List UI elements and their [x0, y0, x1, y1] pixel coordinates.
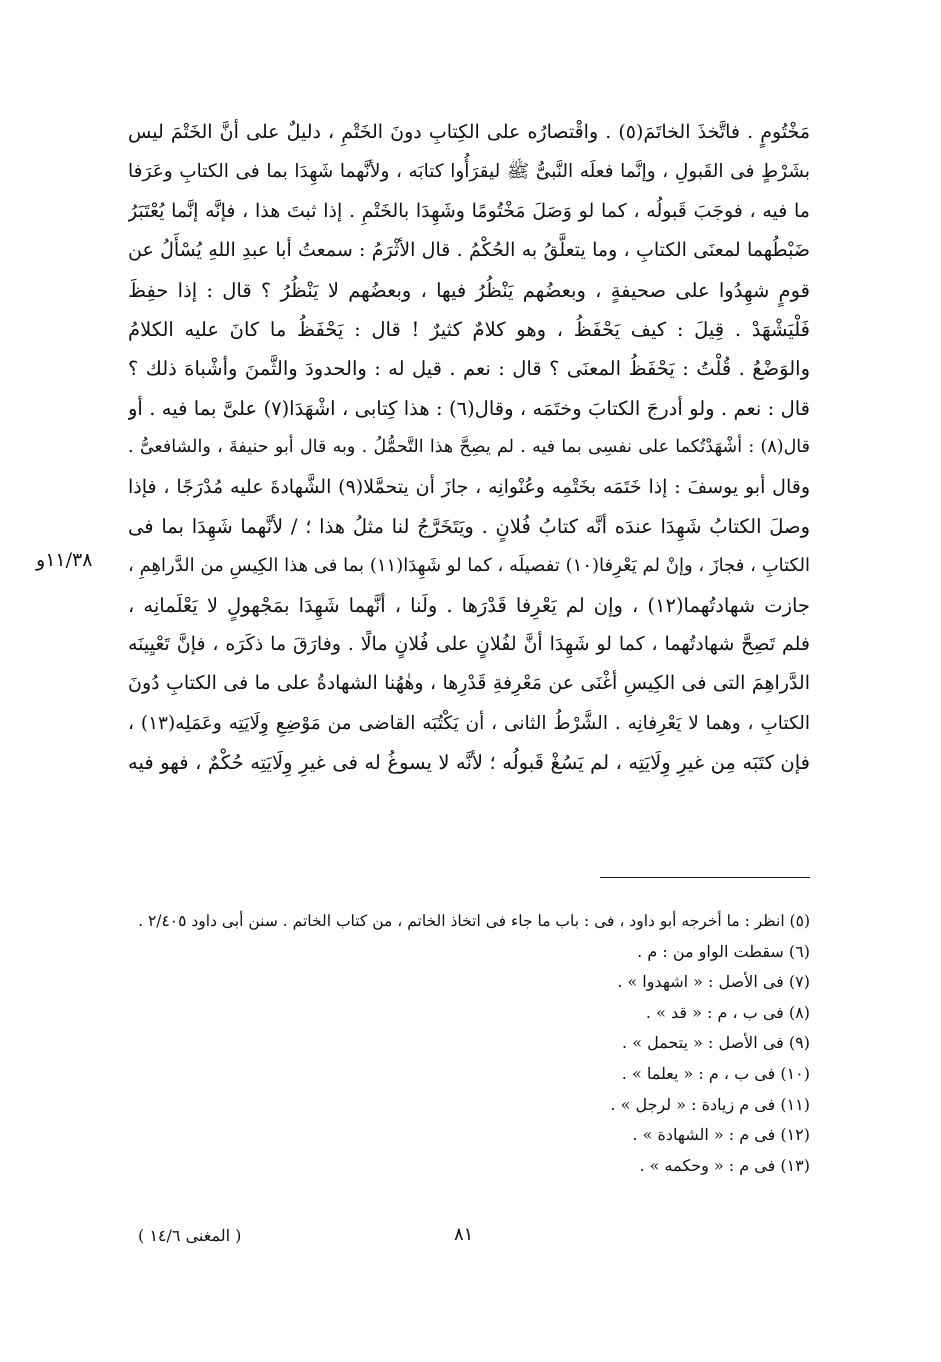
- text-line: وصلَ الكتابُ شَهِدَا عندَه أنَّه كتابُ فُلانٍ . ويَتَخَرَّجُ لنا مثلُ هذا ؛ / لأنَّهما شَهِدَا بما فى: [128, 514, 810, 538]
- text-line: وقال أبو يوسفَ : إذا خَتَمَه بخَتْمِه وعُنْوانِه ، جازَ أن يتحمَّلا(٩) الشَّهادةَ عليه مُدْرَجًا ، فإذا: [128, 475, 810, 498]
- manuscript-folio-note: ١١/٣٨و: [36, 549, 93, 571]
- text-line: الكتابِ ، وهما لا يَعْرِفانِه . الشَّرْطُ الثانى ، أن يَكْتُبَه القاضى من مَوْضِعِ وِلَايَتِه وعَمَلِه(١٣) ،: [128, 712, 810, 734]
- footnote-separator: [600, 877, 810, 878]
- footnote: (٥) انظر : ما أخرجه أبو داود ، فى : باب ما جاء فى اتخاذ الخاتم ، من كتاب الخاتم . سنن أبى داود ٢/٤٠٥ .: [138, 912, 810, 930]
- text-line: فَلْيَشْهَدْ . قِيلَ : كيف يَحْفَظُ ، وهو كلامٌ كثيرٌ ! قال : يَحْفَظُ ما كانَ عليه الكلامُ: [128, 317, 810, 341]
- text-line: بشَرْطٍ فى القَبولِ ، وإنَّما فعلَه النَّبىُّ ﷺ ليقرَأُوا كتابَه ، ولأنَّهما شَهِدَا بما فى الكتابِ وعَرَفا: [128, 161, 810, 183]
- text-line: ضَبْطُهما لمعنَى الكتابِ ، وما يتعلَّقُ به الحُكْمُ . قال الأثْرَمُ : سمعتُ أبا عبدِ اللهِ يُسْأَلُ عن: [128, 239, 810, 262]
- text-line: قومٍ شهِدُوا على صحيفةٍ ، وبعضُهم يَنْظُرُ فيها ، وبعضُهم لا يَنْظُرُ ؟ قال : إذا حفِظَ: [128, 278, 810, 302]
- text-line: قال(٨) : أشْهَدْتُكما على نفسِى بما فيه . لم يصِحَّ هذا التَّحمُّلُ . وبه قال أبو حنيفةَ ، والشافعىُّ .: [128, 437, 810, 458]
- text-line: الكتابِ ، فجازَ ، وإنْ لم يَعْرِفا(١٠) تفصيلَه ، كما لو شَهِدَا(١١) بما فى هذا الكِيسِ من الدَّراهِمِ ،: [128, 555, 810, 577]
- text-line: فإن كتَبَه مِن غيرِ وِلَايَتِه ، لم يَسُغْ قَبولُه ؛ لأنَّه لا يسوغُ له فى غيرِ وِلَايَتِه حُكْمٌ ، فهو فيه: [128, 751, 810, 775]
- main-text-block: [128, 113, 810, 783]
- footnotes-block: [128, 906, 810, 1181]
- text-line: فلم تَصِحَّ شهادتُهما ، كما لو شَهِدَا أنَّ لفُلانٍ على فُلانٍ مالًا . وفارَقَ ما ذكَرَه ، فإنَّ تَعْيِينَه: [128, 633, 810, 656]
- text-line: الدَّراهِمَ التى فى الكِيسِ أغْنَى عن مَعْرِفةِ قَدْرِها ، وهٰهُنا الشهادةُ على ما فى الكتابِ دُونَ: [128, 672, 810, 695]
- footnote: (٩) فى الأصل : « يتحمل » .: [622, 1033, 810, 1053]
- text-line: جازت شهادتُهما(١٢) ، وإن لم يَعْرِفا قَدْرَها . ولَنا ، أنَّهما شَهِدَا بمَجْهولٍ لا يَعْلَمانِه ،: [128, 593, 810, 617]
- page-number: ٨١: [454, 1224, 474, 1245]
- footnote: (٦) سقطت الواو من : م .: [637, 941, 810, 961]
- footnote: (١٣) فى م : « وحكمه » .: [639, 1155, 810, 1175]
- text-line: قال : نعم . ولو أدرجَ الكتابَ وختَمَه ، وقال(٦) : هذا كِتابى ، اشْهَدَا(٧) علىَّ بما فيه . أو: [128, 396, 810, 420]
- text-line: مَخْتُومٍ . فاتَّخذَ الخاتَمَ(٥) . واقْتصارُه على الكِتابِ دونَ الخَتْمِ ، دليلٌ على أنَّ الخَتْمَ ليس: [128, 121, 810, 143]
- footnote: (٨) فى ب ، م : « قد » .: [645, 1002, 810, 1022]
- footer-volume-reference: ( المغنى ١٤/٦ ): [138, 1226, 242, 1245]
- text-line: والوَضْعُ . قُلْتُ : يَحْفَظُ المعنَى ؟ قال : نعم . قيل له : والحدودَ والثَّمنَ وأشْباهَ ذلك ؟: [128, 357, 810, 381]
- footnote: (١٢) فى م : « الشهادة » .: [632, 1125, 810, 1145]
- footnote: (٧) فى الأصل : « اشهدوا » .: [617, 972, 810, 992]
- footnote: (١٠) فى ب ، م : « يعلما » .: [621, 1063, 810, 1083]
- text-line: ما فيه ، فوجَبَ قَبولُه ، كما لو وَصَلَ مَخْتُومًا وشَهِدَا بالخَتْمِ . إذا ثبتَ هذا ، فإنَّه إنَّما يُعْتَبَرُ: [128, 199, 810, 222]
- footnote: (١١) فى م زيادة : « لرجل » .: [610, 1094, 810, 1114]
